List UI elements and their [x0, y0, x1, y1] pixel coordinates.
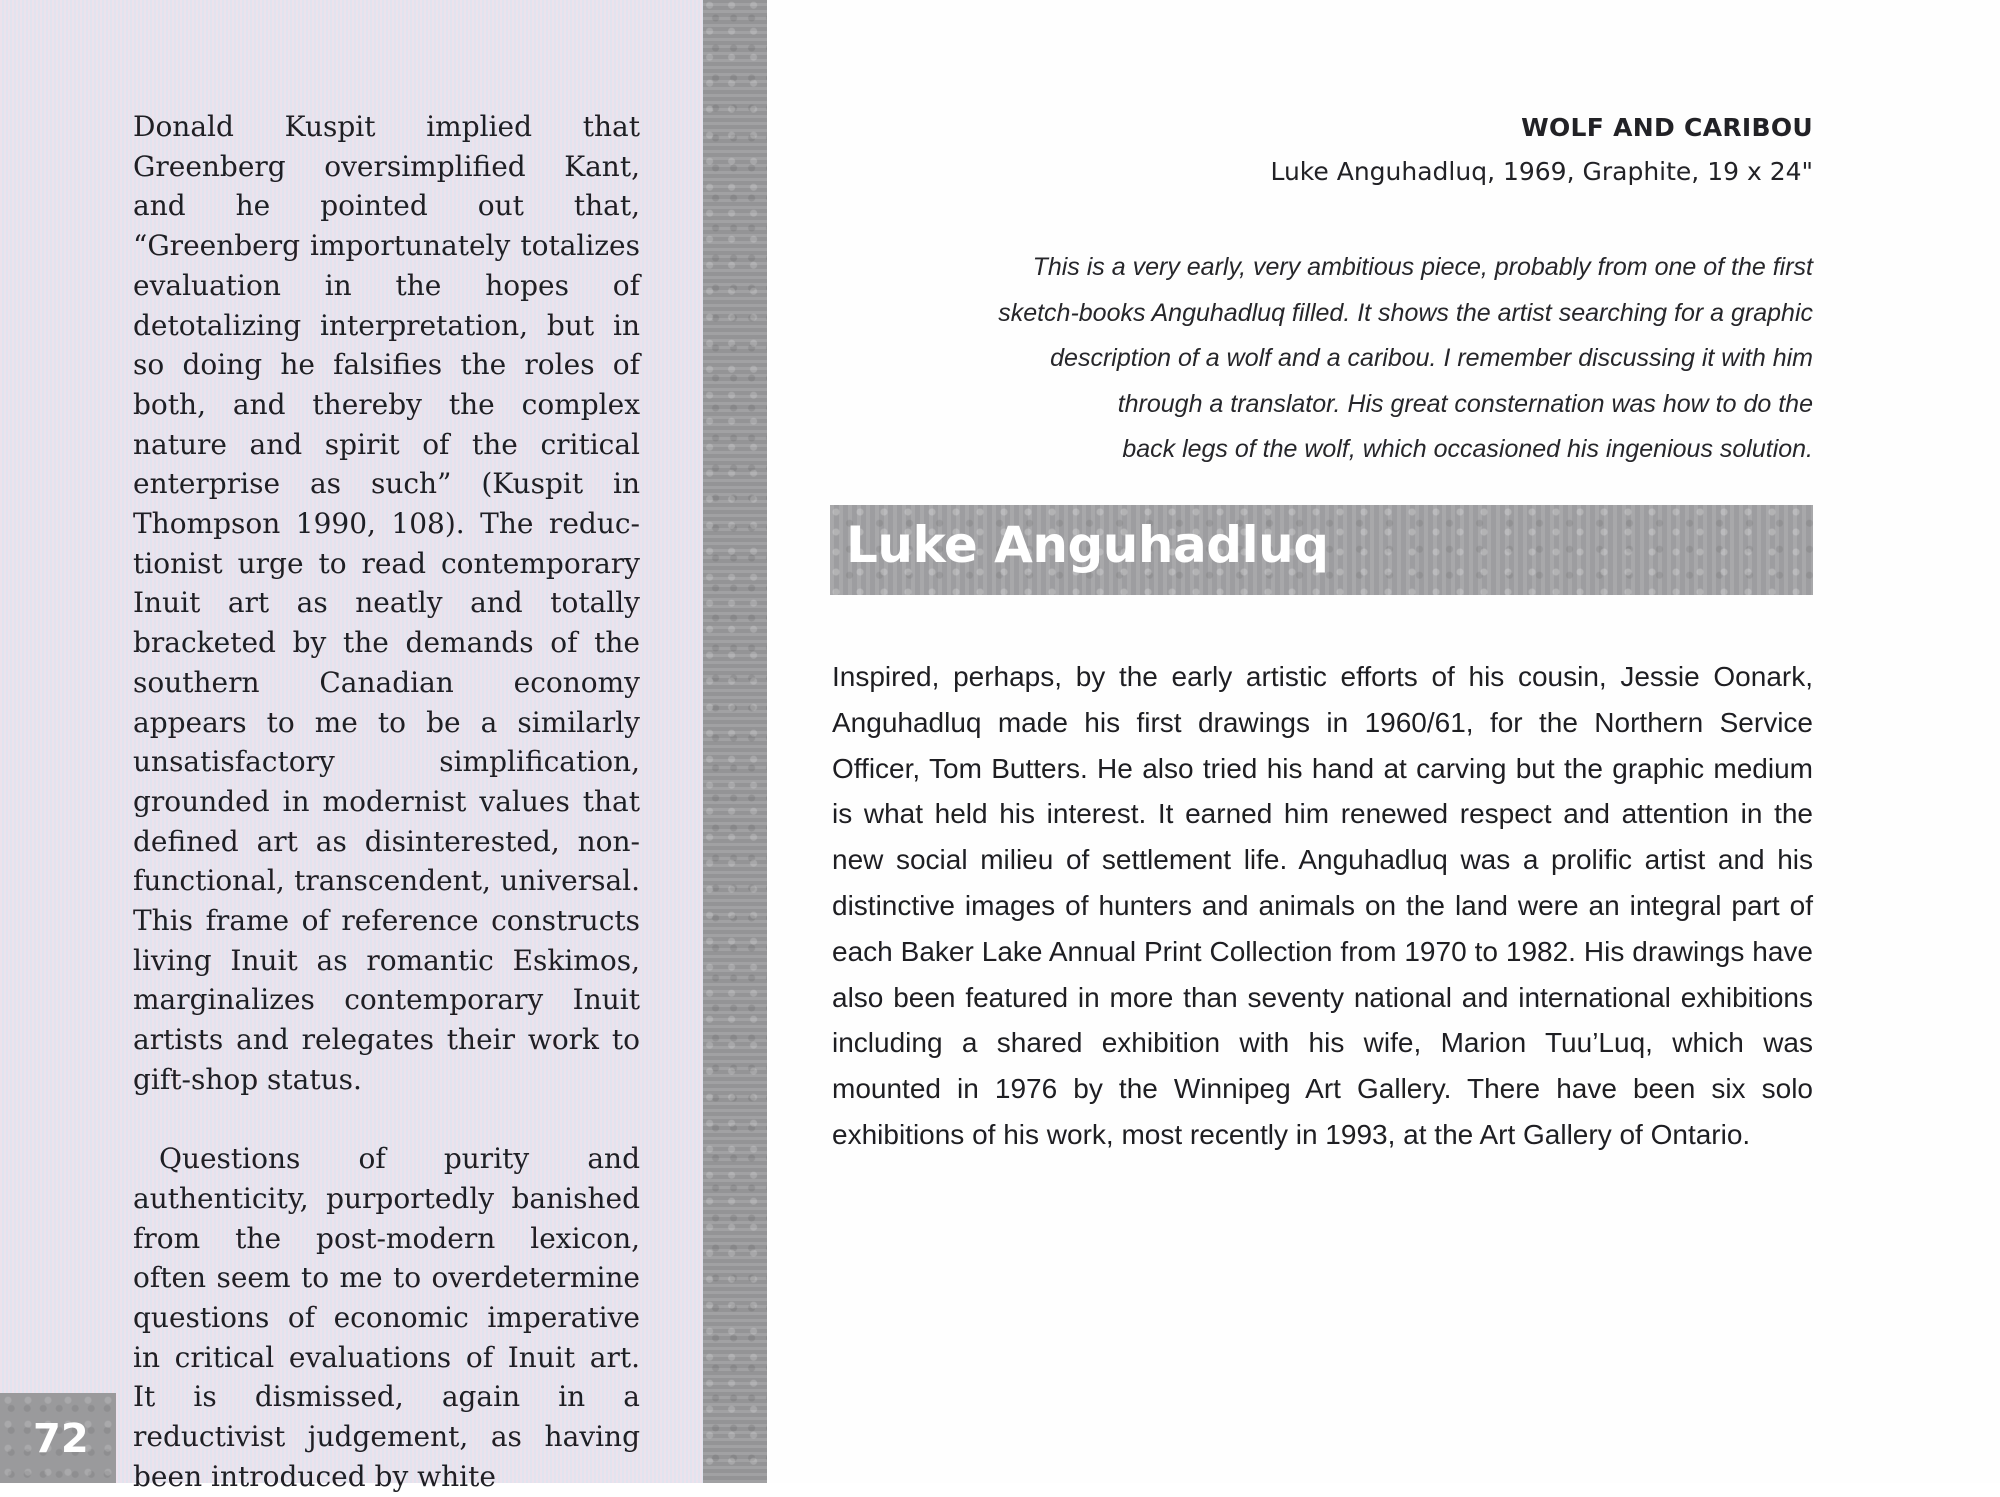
commentary-line: This is a very early, very ambitious piece, probably from one of the first: [1032, 253, 1813, 281]
artwork-title: WOLF AND CARIBOU: [1521, 113, 1813, 142]
page-number-box: [0, 1393, 116, 1483]
artist-biography: [832, 654, 1813, 1158]
page-number: 72: [33, 1416, 89, 1462]
left-page: [0, 0, 703, 1493]
essay-paragraph-1: Donald Kuspit implied that Greenberg oversimplified Kant, and he pointed out that, “Greenberg importunately totalizes evaluation in the hopes of detotalizing interpretation, but in so doing he falsifies the roles of both, and thereby the complex nature and spirit of the critical enterprise as such” (Kuspit in Thompson 1990, 108). The reductionist urge to read contemporary Inuit art as neatly and totally bracketed by the demands of the southern Canadian economy appears to me to be a similarly unsatisfactory simplification, grounded in modernist values that defined art as disinterested, non-functional, transcendent, universal. This frame of reference constructs living Inuit as romantic Eskimos, marginalizes contemporary Inuit artists and relegates their work to gift-shop status.: [133, 110, 640, 1096]
artwork-caption: Luke Anguhadluq, 1969, Graphite, 19 x 24": [1270, 157, 1813, 186]
gutter-texture-strip: [703, 0, 767, 1483]
commentary-line: through a translator. His great consternation was how to do the: [1117, 389, 1813, 418]
essay-paragraph-2: Questions of purity and authenticity, purportedly banished from the post-modern lexicon, often seem to me to overdetermine questions of economic imperative in critical evaluations of Inuit art. It is dismissed, again in a reductivist judgement, as having been introduced by white: [133, 1142, 640, 1493]
biography-paragraph: Inspired, perhaps, by the early artistic efforts of his cousin, Jessie Oonark, Anguhadluq made his first drawings in 1960/61, for the Northern Service Officer, Tom Butters. He also tried his hand at carving but the graphic medium is what held his interest. It earned him renewed respect and attention in the new social milieu of settlement life. Anguhadluq was a prolific artist and his distinctive images of hunters and animals on the land were an integral part of each Baker Lake Annual Print Collection from 1970 to 1982. His drawings have also been featured in more than seventy national and international exhibitions including a shared exhibition with his wife, Marion Tuu’Luq, which was mounted in 1976 by the Winnipeg Art Gallery. There have been six solo exhibitions of his work, most recently in 1993, at the Art Gallery of Ontario.: [832, 661, 1813, 1150]
commentary-line: sketch-books Anguhadluq filled. It shows the artist searching for a graphic: [998, 298, 1813, 327]
artist-name-heading: Luke Anguhadluq: [846, 516, 1329, 574]
essay-column: [133, 107, 640, 1497]
commentary-line: back legs of the wolf, which occasioned his ingenious solution.: [1122, 435, 1813, 463]
commentary-line: description of a wolf and a caribou. I remember discussing it with him: [1050, 344, 1813, 372]
artist-name-banner: [830, 505, 1813, 595]
artwork-commentary: [853, 245, 1813, 473]
